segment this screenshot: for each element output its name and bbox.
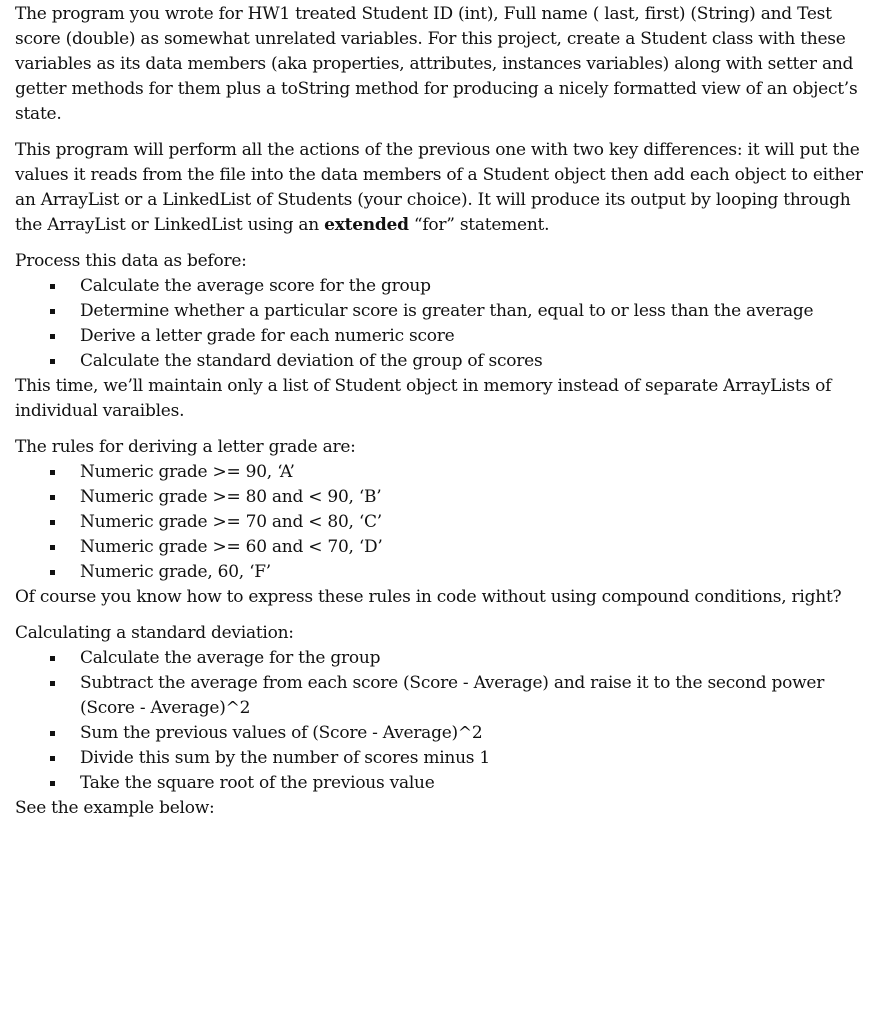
list-item-text: Take the square root of the previous value (80, 773, 435, 793)
bullet-icon (50, 359, 55, 364)
bullet-icon (50, 520, 55, 525)
list-item (15, 560, 876, 585)
bullet-icon (50, 570, 55, 575)
list-item (15, 349, 876, 374)
list-item-text: Numeric grade >= 90, ‘A’ (80, 462, 295, 482)
bullet-icon (50, 731, 55, 736)
bullet-icon (50, 334, 55, 339)
grade-rules-list (15, 460, 876, 585)
bullet-icon (50, 309, 55, 314)
stddev-heading: Calculating a standard deviation: (15, 623, 294, 643)
list-item (15, 299, 876, 324)
list-item-text: Numeric grade >= 60 and < 70, ‘D’ (80, 537, 383, 557)
process-heading: Process this data as before: (15, 251, 247, 271)
bullet-icon (50, 656, 55, 661)
list-item-text: Calculate the average for the group (80, 648, 381, 668)
compound-conditions-paragraph: Of course you know how to express these rules in code without using compound conditions, right? (15, 587, 842, 607)
bullet-icon (50, 545, 55, 550)
list-item (15, 771, 876, 796)
grade-rules-heading: The rules for deriving a letter grade are: (15, 437, 356, 457)
extended-keyword: extended (324, 215, 409, 235)
bullet-icon (50, 781, 55, 786)
example-line: See the example below: (15, 798, 215, 818)
list-item-text: Derive a letter grade for each numeric score (80, 326, 455, 346)
list-item-text: Divide this sum by the number of scores minus 1 (80, 748, 490, 768)
bullet-icon (50, 495, 55, 500)
list-item (15, 460, 876, 485)
list-item (15, 535, 876, 560)
list-item (15, 324, 876, 349)
bullet-icon (50, 284, 55, 289)
list-item (15, 721, 876, 746)
program-paragraph-text: This program will perform all the actions of the previous one with two key differences: it will put the values it reads from the file into the data members of a Student object then add each object to either an ArrayList or a LinkedList of Students (your choice). It will produce its output by looping through the ArrayList or LinkedList using an (15, 140, 863, 235)
list-item-text: Determine whether a particular score is greater than, equal to or less than the average (80, 301, 814, 321)
list-item (15, 646, 876, 671)
intro-paragraph: The program you wrote for HW1 treated Student ID (int), Full name ( last, first) (String) and Test score (double) as somewhat unrelated variables. For this project, create a Student class with these variables as its data members (aka properties, attributes, instances variables) along with setter and getter methods for them plus a toString method for producing a nicely formatted view of an object’s state. (15, 4, 858, 124)
bullet-icon (50, 756, 55, 761)
stddev-steps-list (15, 646, 876, 796)
process-list (15, 274, 876, 374)
program-paragraph-end: “for” statement. (408, 215, 550, 235)
list-item-text: Calculate the standard deviation of the group of scores (80, 351, 543, 371)
program-paragraph (15, 138, 876, 238)
list-item-text: Numeric grade, 60, ‘F’ (80, 562, 271, 582)
bullet-icon (50, 681, 55, 686)
list-item (15, 510, 876, 535)
list-item (15, 274, 876, 299)
list-item-text: Calculate the average score for the group (80, 276, 431, 296)
list-item (15, 746, 876, 771)
list-item-text: Subtract the average from each score (Score - Average) and raise it to the second power (Score - Average)^2 (80, 673, 825, 718)
list-item-text: Numeric grade >= 80 and < 90, ‘B’ (80, 487, 382, 507)
list-item (15, 671, 876, 721)
bullet-icon (50, 470, 55, 475)
list-item-text: Sum the previous values of (Score - Average)^2 (80, 723, 483, 743)
list-item-text: Numeric grade >= 70 and < 80, ‘C’ (80, 512, 382, 532)
list-item (15, 485, 876, 510)
memory-paragraph: This time, we’ll maintain only a list of Student object in memory instead of separate ArrayLists of individual varaibles. (15, 376, 832, 421)
